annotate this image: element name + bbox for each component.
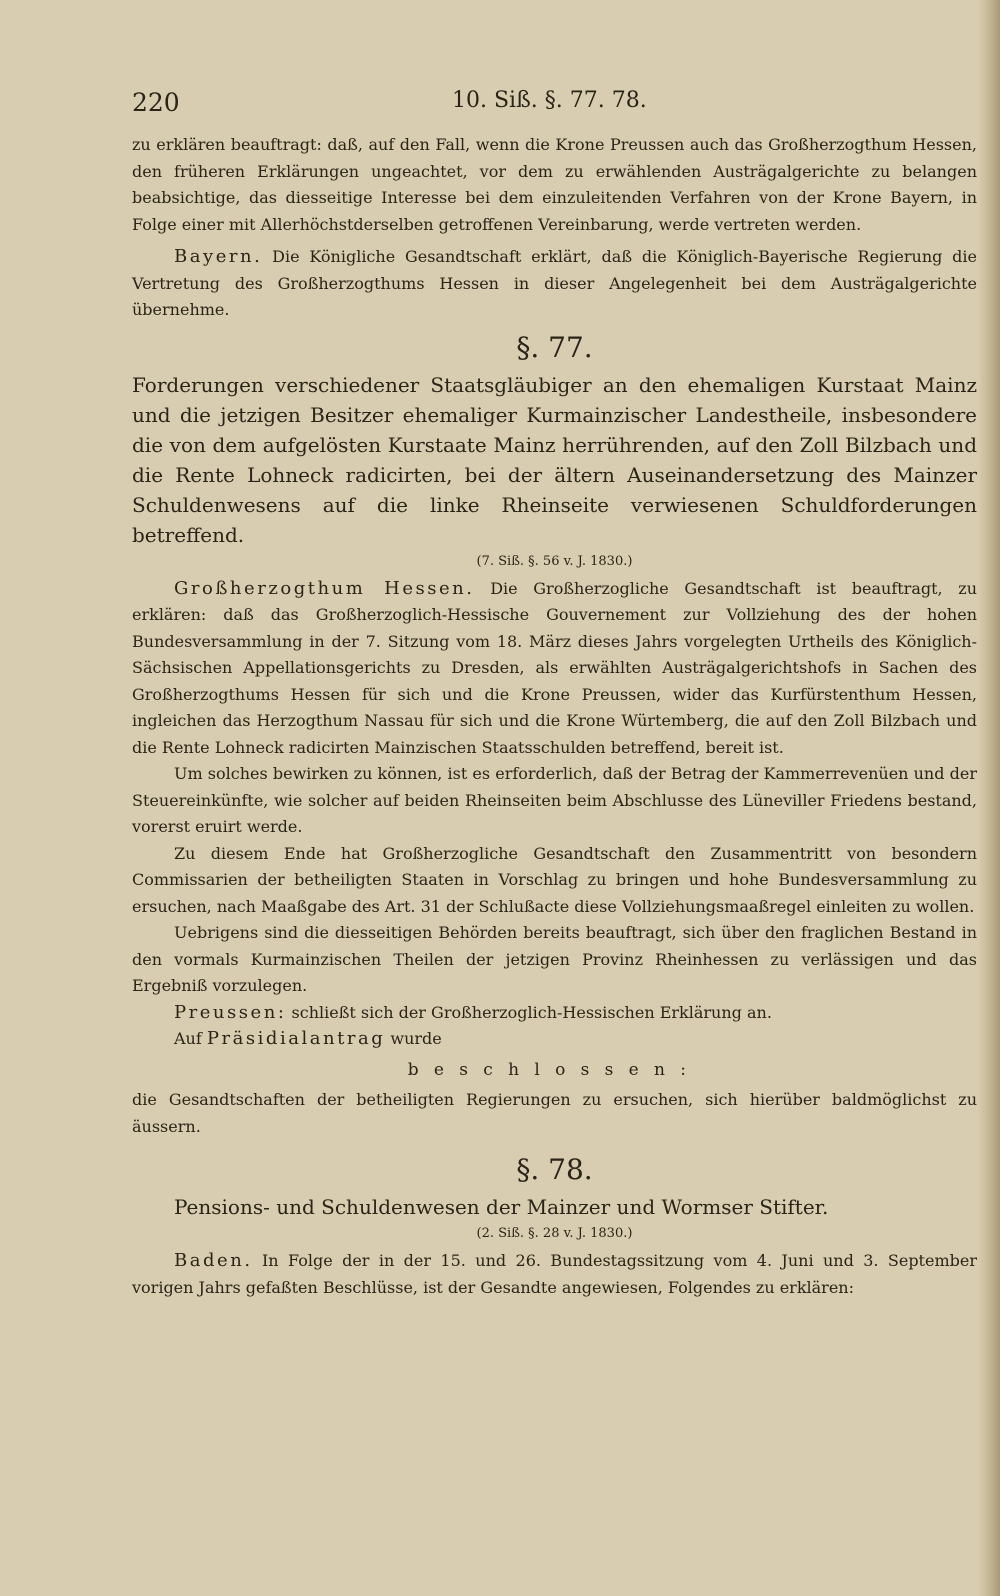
paragraph: zu erklären beauftragt: daß, auf den Fall, wenn die Krone Preussen auch das Großherzogthum Hessen, den früheren Erklärungen ungeachtet, vor dem zu erwählenden Austrägalgerichte zu belangen beabsichtige, das diesseitige Interesse bei dem einzuleitenden Verfahren von der Krone Bayern, in Folge einer mit Allerhöchstderselben getroffenen Vereinbarung, werde vertreten werden. (132, 135, 977, 234)
section-heading: Pensions- und Schuldenwesen der Mainzer und Wormser Stifter. (174, 1195, 829, 1219)
paragraph-text: In Folge der in der 15. und 26. Bundestagssitzung vom 4. Juni und 3. September vorigen Jahrs gefaßten Beschlüsse, ist der Gesandte angewiesen, Folgendes zu erklären: (132, 1251, 977, 1297)
page-edge (978, 0, 1000, 1596)
section-heading: Forderungen verschiedener Staatsgläubiger an den ehemaligen Kurstaat Mainz und die jetzigen Besitzer ehemaliger Kurmainzischer Landestheile, insbesondere die von dem aufgelösten Kurstaate Mainz herrührenden, auf den Zoll Bilzbach und die Rente Lohneck radicirten, bei der ältern Auseinandersetzung des Mainzer Schuldenwesens auf die linke Rheinseite verwiesenen Schuldforderungen betreffend. (132, 372, 977, 547)
running-title: 10. Siß. §. 77. 78. (452, 88, 647, 113)
paragraph (132, 1248, 977, 1301)
page-number: 220 (132, 88, 180, 117)
paragraph (132, 576, 977, 762)
section-reference: (7. Siß. §. 56 v. J. 1830.) (476, 553, 633, 569)
paragraph (132, 1026, 977, 1053)
resolution-label: beschlossen: (407, 1059, 702, 1080)
section-number: §. 77. (516, 330, 593, 364)
paragraph (132, 244, 977, 324)
section-number: §. 78. (516, 1153, 593, 1186)
paragraph: Um solches bewirken zu können, ist es erforderlich, daß der Betrag der Kammerrevenüen und der Steuereinkünfte, wie solcher auf beiden Rheinseiten beim Abschlusse des Lüneviller Friedens bestand, vorerst eruirt werde. (132, 764, 977, 836)
paragraph: die Gesandtschaften der betheiligten Regierungen zu ersuchen, sich hierüber baldmöglichst zu äussern. (132, 1090, 977, 1136)
speaker-label: Großherzogthum Hessen. (174, 577, 475, 599)
paragraph-text: wurde (390, 1029, 442, 1048)
page-body (132, 132, 977, 1301)
paragraph-text: Die Königliche Gesandtschaft erklärt, daß die Königlich-Bayerische Regierung die Vertretung des Großherzogthums Hessen in dieser Angelegenheit bei dem Austrägalgerichte übernehme. (132, 247, 977, 319)
paragraph-text: Auf (174, 1029, 202, 1048)
paragraph (132, 1000, 977, 1027)
speaker-label: Baden. (174, 1250, 253, 1271)
paragraph: Uebrigens sind die diesseitigen Behörden bereits beauftragt, sich über den fraglichen Bestand in den vormals Kurmainzischen Theilen der jetzigen Provinz Rheinhessen zu verlässigen und das Ergebniß vorzulegen. (132, 923, 977, 995)
speaker-label: Bayern. (174, 246, 263, 267)
speaker-label: Preussen: (174, 1001, 287, 1023)
paragraph-text: Die Großherzogliche Gesandtschaft ist beauftragt, zu erklären: daß das Großherzoglich-Hessische Gouvernement zur Vollziehung des der hohen Bundesversammlung in der 7. Sitzung vom 18. März dieses Jahrs vorgelegten Urtheils des Königlich-Sächsischen Appellationsgerichts zu Dresden, als erwählten Austrägalgerichtshofs in Sachen des Großherzogthums Hessen für sich und die Krone Preussen, wider das Kurfürstenthum Hessen, ingleichen das Herzogthum Nassau für sich und die Krone Würtemberg, die auf den Zoll Bilzbach und die Rente Lohneck radicirten Mainzischen Staatsschulden betreffend, bereit ist. (132, 578, 977, 757)
section-reference: (2. Siß. §. 28 v. J. 1830.) (476, 1226, 633, 1241)
speaker-label: Präsidialantrag (206, 1028, 386, 1049)
paragraph: Zu diesem Ende hat Großherzogliche Gesandtschaft den Zusammentritt von besondern Commissarien der betheiligten Staaten in Vorschlag zu bringen und hohe Bundesversammlung zu ersuchen, nach Maaßgabe des Art. 31 der Schlußacte diese Vollziehungsmaaßregel einleiten zu wollen. (132, 843, 977, 916)
page-header (132, 88, 960, 124)
paragraph-text: schließt sich der Großherzoglich-Hessischen Erklärung an. (291, 1002, 772, 1022)
